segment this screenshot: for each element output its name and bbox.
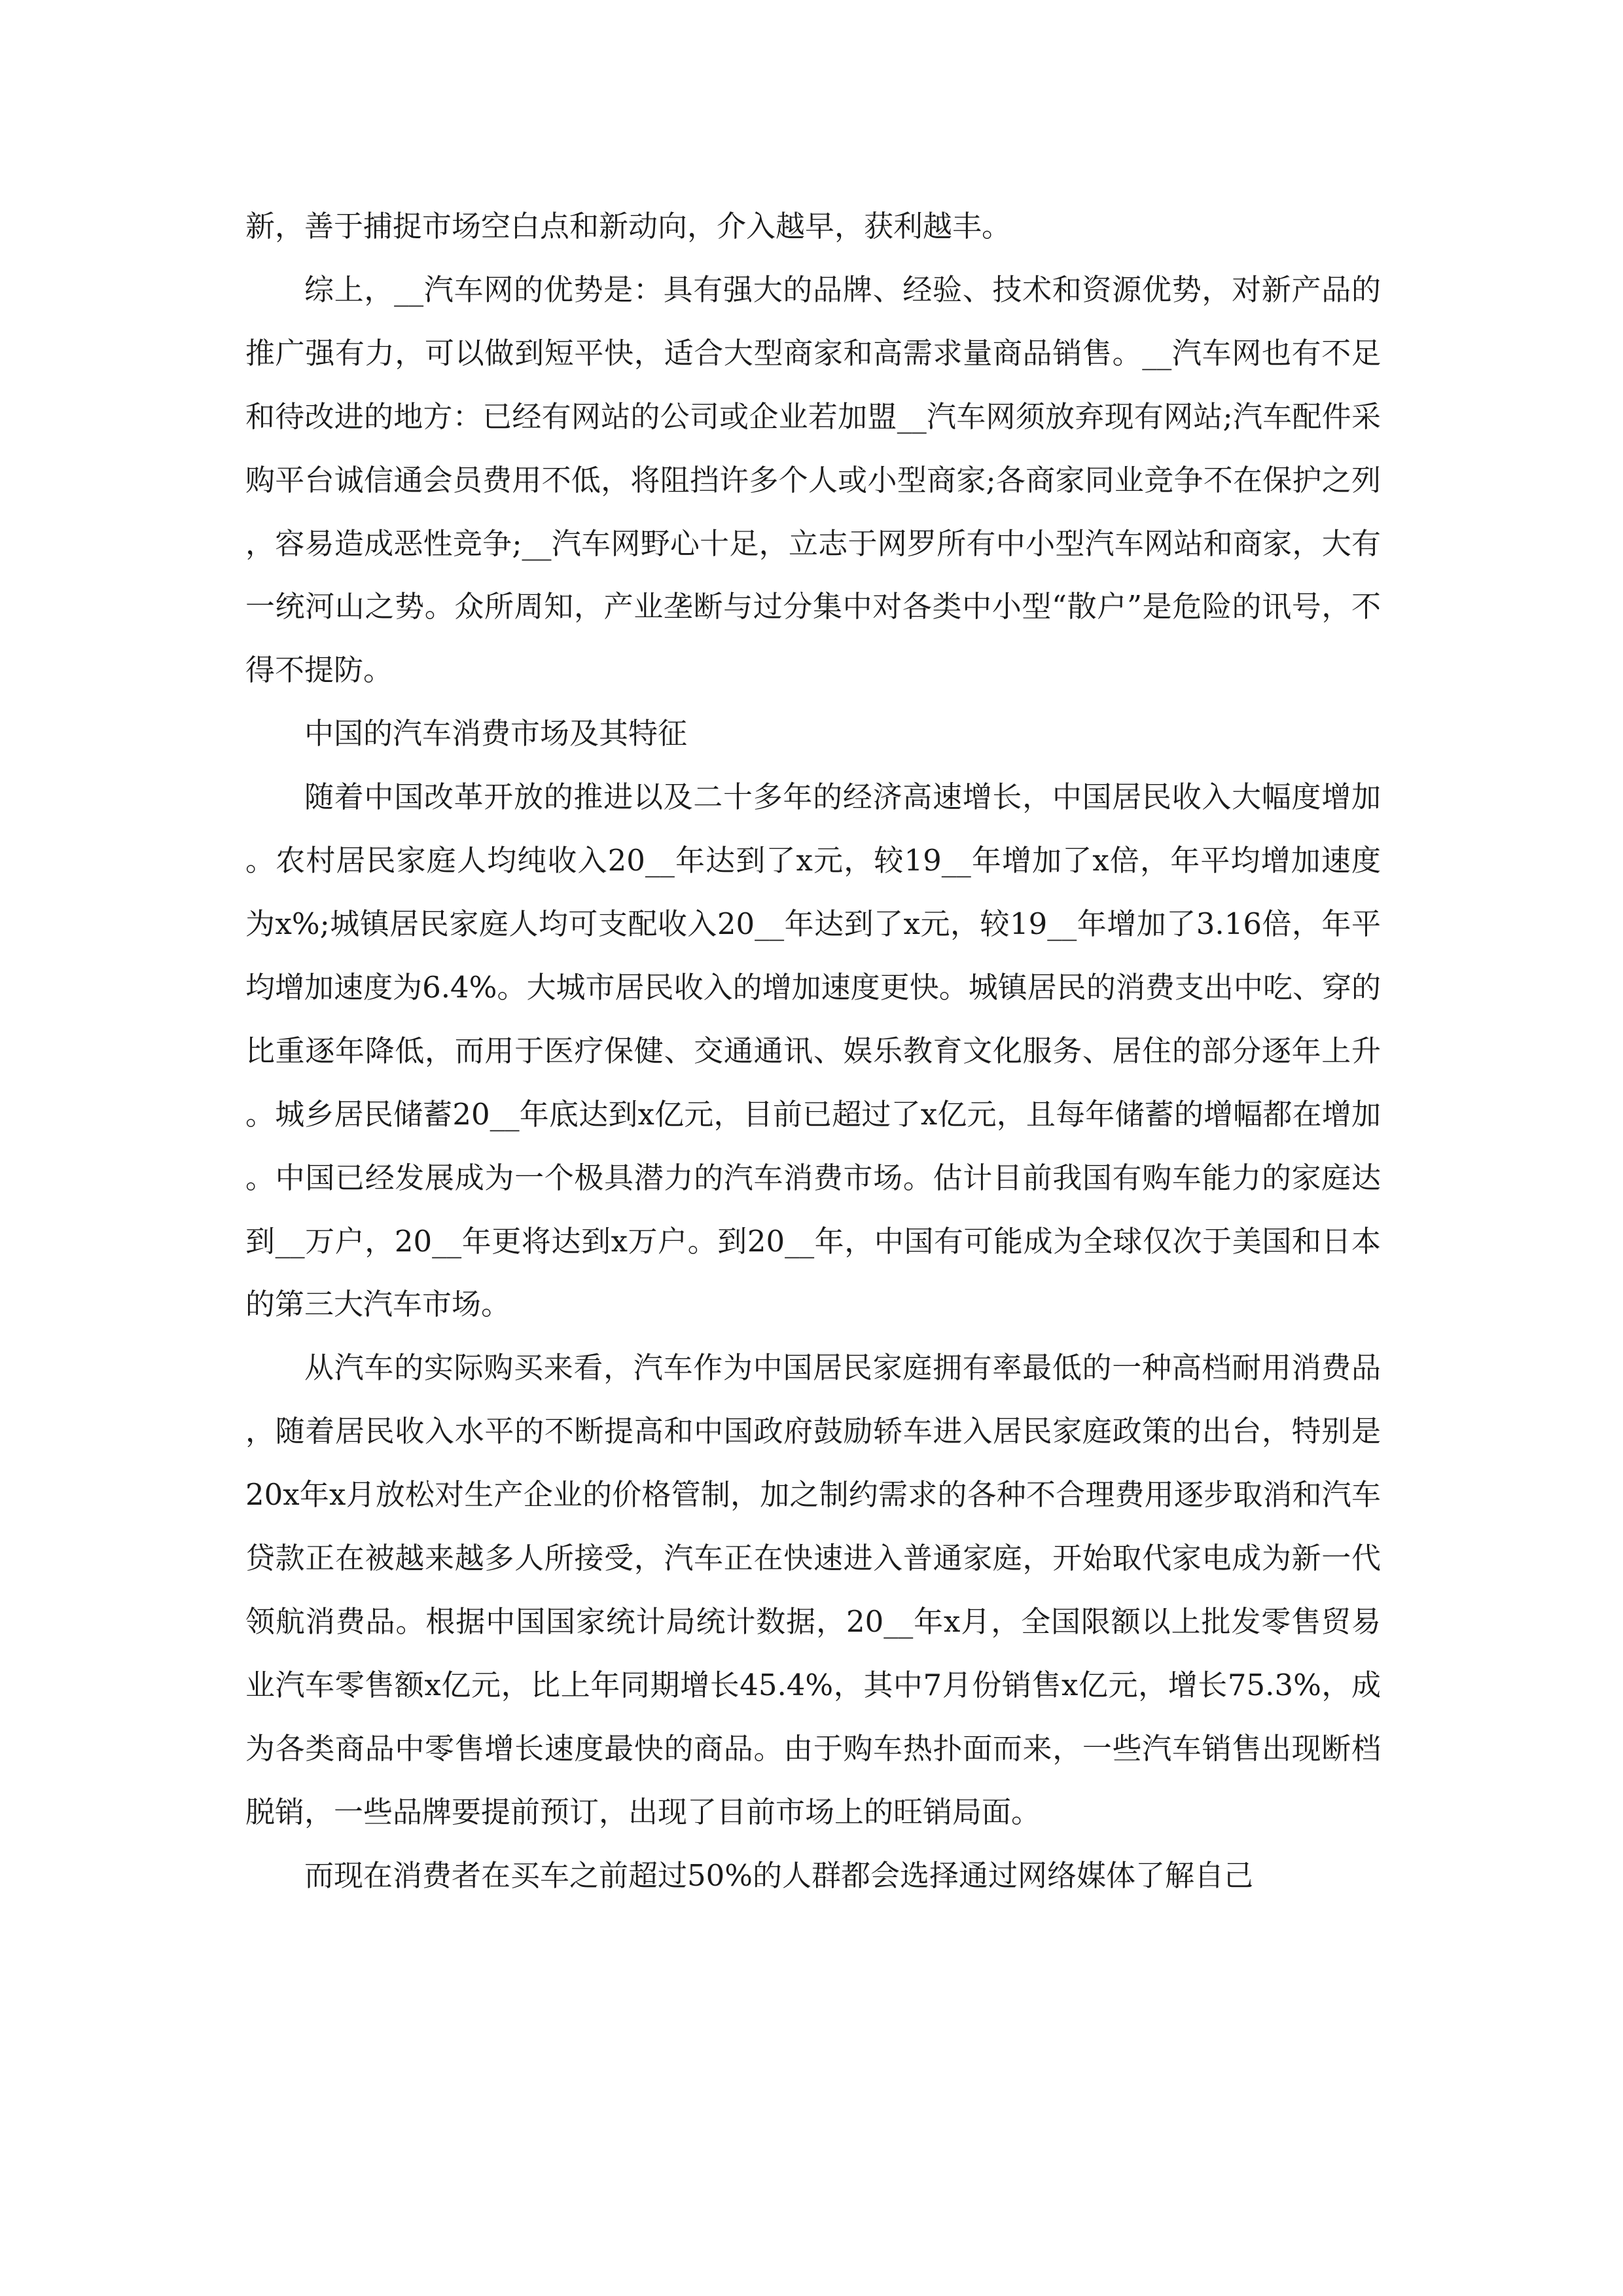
section-heading: 中国的汽车消费市场及其特征 <box>304 716 688 751</box>
paragraph-2: 综上，__汽车网的优势是：具有强大的品牌、经验、技术和资源优势，对新产品的推广强有力，可以做到短平快，适合大型商家和高需求量商品销售。__汽车网也有不足和待改进的地方：已经有网站的公司或企业若加盟__汽车网须放弃现有网站;汽车配件采购平台诚信通会员费用不低，将阻挡许多个人或小型商家;各商家同业竞争不在保护之列，容易造成恶性竞争;__汽车网野心十足，立志于网罗所有中小型汽车网站和商家，大有一统河山之势。众所周知，产业垄断与过分集中对各类中小型“散户”是危险的讯号，不得不提防。 <box>245 272 1381 688</box>
paragraph-1: 新，善于捕捉市场空白点和新动向，介入越早，获利越丰。 <box>245 209 1012 243</box>
paragraph-5: 而现在消费者在买车之前超过50%的人群都会选择通过网络媒体了解自己 <box>304 1857 1254 1893</box>
document-body <box>245 195 1381 1907</box>
paragraph-4: 从汽车的实际购买来看，汽车作为中国居民家庭拥有率最低的一种高档耐用消费品，随着居民收入水平的不断提高和中国政府鼓励轿车进入居民家庭政策的出台，特别是20x年x月放松对生产企业的价格管制，加之制约需求的各种不合理费用逐步取消和汽车贷款正在被越来越多人所接受，汽车正在快速进入普通家庭，开始取代家电成为新一代领航消费品。根据中国国家统计局统计数据，20__年x月，全国限额以上批发零售贸易业汽车零售额x亿元，比上年同期增长45.4%，其中7月份销售x亿元，增长75.3%，成为各类商品中零售增长速度最快的商品。由于购车热扑面而来，一些汽车销售出现断档脱销，一些品牌要提前预订，出现了目前市场上的旺销局面。 <box>245 1350 1381 1829</box>
paragraph-3: 随着中国改革开放的推进以及二十多年的经济高速增长，中国居民收入大幅度增加。农村居民家庭人均纯收入20__年达到了x元，较19__年增加了x倍，年平均增加速度为x%;城镇居民家庭人均可支配收入20__年达到了x元，较19__年增加了3.16倍，年平均增加速度为6.4%。大城市居民收入的增加速度更快。城镇居民的消费支出中吃、穿的比重逐年降低，而用于医疗保健、交通通讯、娱乐教育文化服务、居住的部分逐年上升。城乡居民储蓄20__年底达到x亿元，目前已超过了x亿元，且每年储蓄的增幅都在增加。中国已经发展成为一个极具潜力的汽车消费市场。估计目前我国有购车能力的家庭达到__万户，20__年更将达到x万户。到20__年，中国有可能成为全球仅次于美国和日本的第三大汽车市场。 <box>245 780 1381 1322</box>
